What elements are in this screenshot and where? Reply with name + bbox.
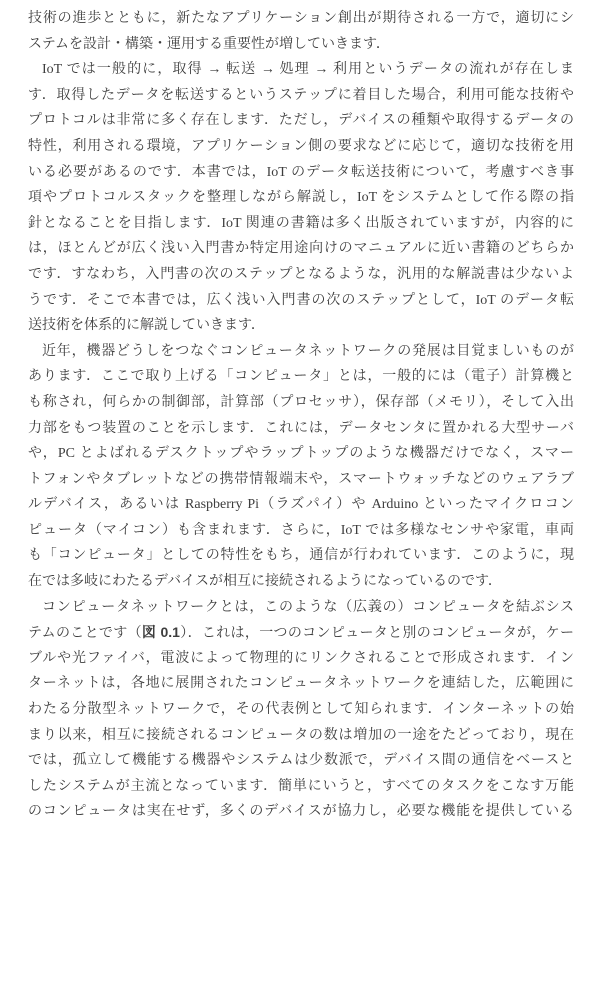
text-line: [28, 697, 574, 723]
text-line: [28, 569, 574, 595]
text-run: 技術の進歩とともに，新たなアプリケーション創出が期待される一方で，適切にシ: [28, 11, 574, 26]
text-line: [28, 799, 574, 825]
text-run: 特性，利用される環境，アプリケーション側の要求などに応じて，適切な技術を用: [28, 138, 574, 154]
text-line: [28, 108, 574, 134]
text-line: [28, 262, 574, 288]
text-line: [28, 723, 574, 749]
text-run: 送技術を体系的に解説していきます．: [28, 318, 265, 334]
text-run: ブルや光ファイバ，電波によって物理的にリンクされることで形成されます．イン: [28, 650, 574, 666]
text-line: [28, 211, 574, 237]
text-run: わたる分散型ネットワークで，その代表例として知られます．インターネットの始: [28, 702, 574, 718]
text-run: IoT では一般的に，取得 → 転送 → 処理 → 利用というデータの流れが存在しま: [42, 62, 574, 78]
text-line: [28, 543, 574, 569]
text-line: [28, 671, 574, 697]
text-line: [28, 416, 574, 442]
text-line: [28, 339, 574, 365]
text-line: [28, 441, 574, 467]
text-run: のコンピュータは実在せず，多くのデバイスが協力し，必要な機能を提供している: [28, 804, 574, 820]
text-run: ピュータ（マイコン）も含まれます．さらに，IoT では多様なセンサや家電，車両: [28, 522, 574, 538]
text-run: や，PC とよばれるデスクトップやラップトップのような機器だけでなく，スマー: [28, 446, 574, 462]
text-run: ターネットは，各地に展開されたコンピュータネットワークを連結した，広範囲に: [28, 676, 574, 692]
text-run: いる必要があるのです．本書では，IoT のデータ転送技術について，考慮すべき事: [28, 164, 574, 180]
text-run: プロトコルは非常に多く存在します．ただし，デバイスの種類や取得するデータの: [28, 113, 574, 129]
text-run: したシステムが主流となっています．簡単にいうと，すべてのタスクをこなす万能: [28, 778, 574, 794]
text-run: ）．これは，一つのコンピュータと別のコンピュータが，ケー: [179, 626, 574, 642]
text-line: [28, 646, 574, 672]
text-run: 近年，機器どうしをつなぐコンピュータネットワークの発展は目覚ましいものが: [42, 343, 574, 359]
text-line: [28, 288, 574, 314]
text-line: [28, 185, 574, 211]
text-line: [28, 518, 574, 544]
text-line: [28, 595, 574, 621]
text-run: ステムを設計・構築・運用する重要性が増していきます．: [28, 36, 390, 52]
text-line: [28, 313, 574, 339]
text-run: は，ほとんどが広く浅い入門書か特定用途向けのマニュアルに近い書籍のどちらか: [28, 241, 574, 257]
text-line: [28, 83, 574, 109]
text-line: [28, 134, 574, 160]
text-run: も称され，何らかの制御部，計算部（プロセッサ），保存部（メモリ），そして入出: [28, 394, 574, 410]
text-run: うです．そこで本書では，広く浅い入門書の次のステップとして，IoT のデータ転: [28, 292, 574, 308]
text-line: [28, 620, 574, 646]
page-text: [28, 6, 574, 825]
text-run: では，孤立して機能する機器やシステムは少数派で，デバイス間の通信をベースと: [28, 753, 574, 769]
text-line: [28, 160, 574, 186]
text-line: [28, 492, 574, 518]
text-run: テムのことです（: [28, 626, 142, 642]
text-run: も「コンピュータ」としての特性をもち，通信が行われています．このように，現: [28, 548, 574, 564]
text-run: す．取得したデータを転送するというステップに着目した場合，利用可能な技術や: [28, 87, 574, 103]
text-run: ルデバイス，あるいは Raspberry Pi（ラズパイ）や Arduino といったマイクロコン: [28, 497, 574, 513]
text-run: 力部をもつ装置のことを示します．これには，データセンタに置かれる大型サーバ: [28, 420, 574, 436]
text-line: [28, 57, 574, 83]
text-run: 項やプロトコルスタックを整理しながら解説し，IoT をシステムとして作る際の指: [28, 190, 574, 206]
text-run: あります．ここで取り上げる「コンピュータ」とは，一般的には（電子）計算機と: [28, 369, 574, 385]
text-line: [28, 6, 574, 32]
text-run: トフォンやタブレットなどの携帯情報端末や，スマートウォッチなどのウェアラブ: [28, 471, 574, 487]
text-line: [28, 390, 574, 416]
text-line: [28, 774, 574, 800]
text-line: [28, 364, 574, 390]
text-run: 針となることを目指します．IoT 関連の書籍は多く出版されていますが，内容的に: [28, 215, 574, 231]
text-run: コンピュータネットワークとは，このような（広義の）コンピュータを結ぶシス: [42, 599, 574, 615]
text-line: [28, 467, 574, 493]
figure-reference: 図 0.1: [141, 624, 180, 641]
text-line: [28, 748, 574, 774]
text-line: [28, 32, 574, 58]
text-run: まり以来，相互に接続されるコンピュータの数は増加の一途をたどっており，現在: [28, 727, 574, 743]
text-run: 在では多岐にわたるデバイスが相互に接続されるようになっているのです．: [28, 574, 502, 590]
text-run: です．すなわち，入門書の次のステップとなるような，汎用的な解説書は少ないよ: [28, 266, 574, 282]
text-line: [28, 236, 574, 262]
